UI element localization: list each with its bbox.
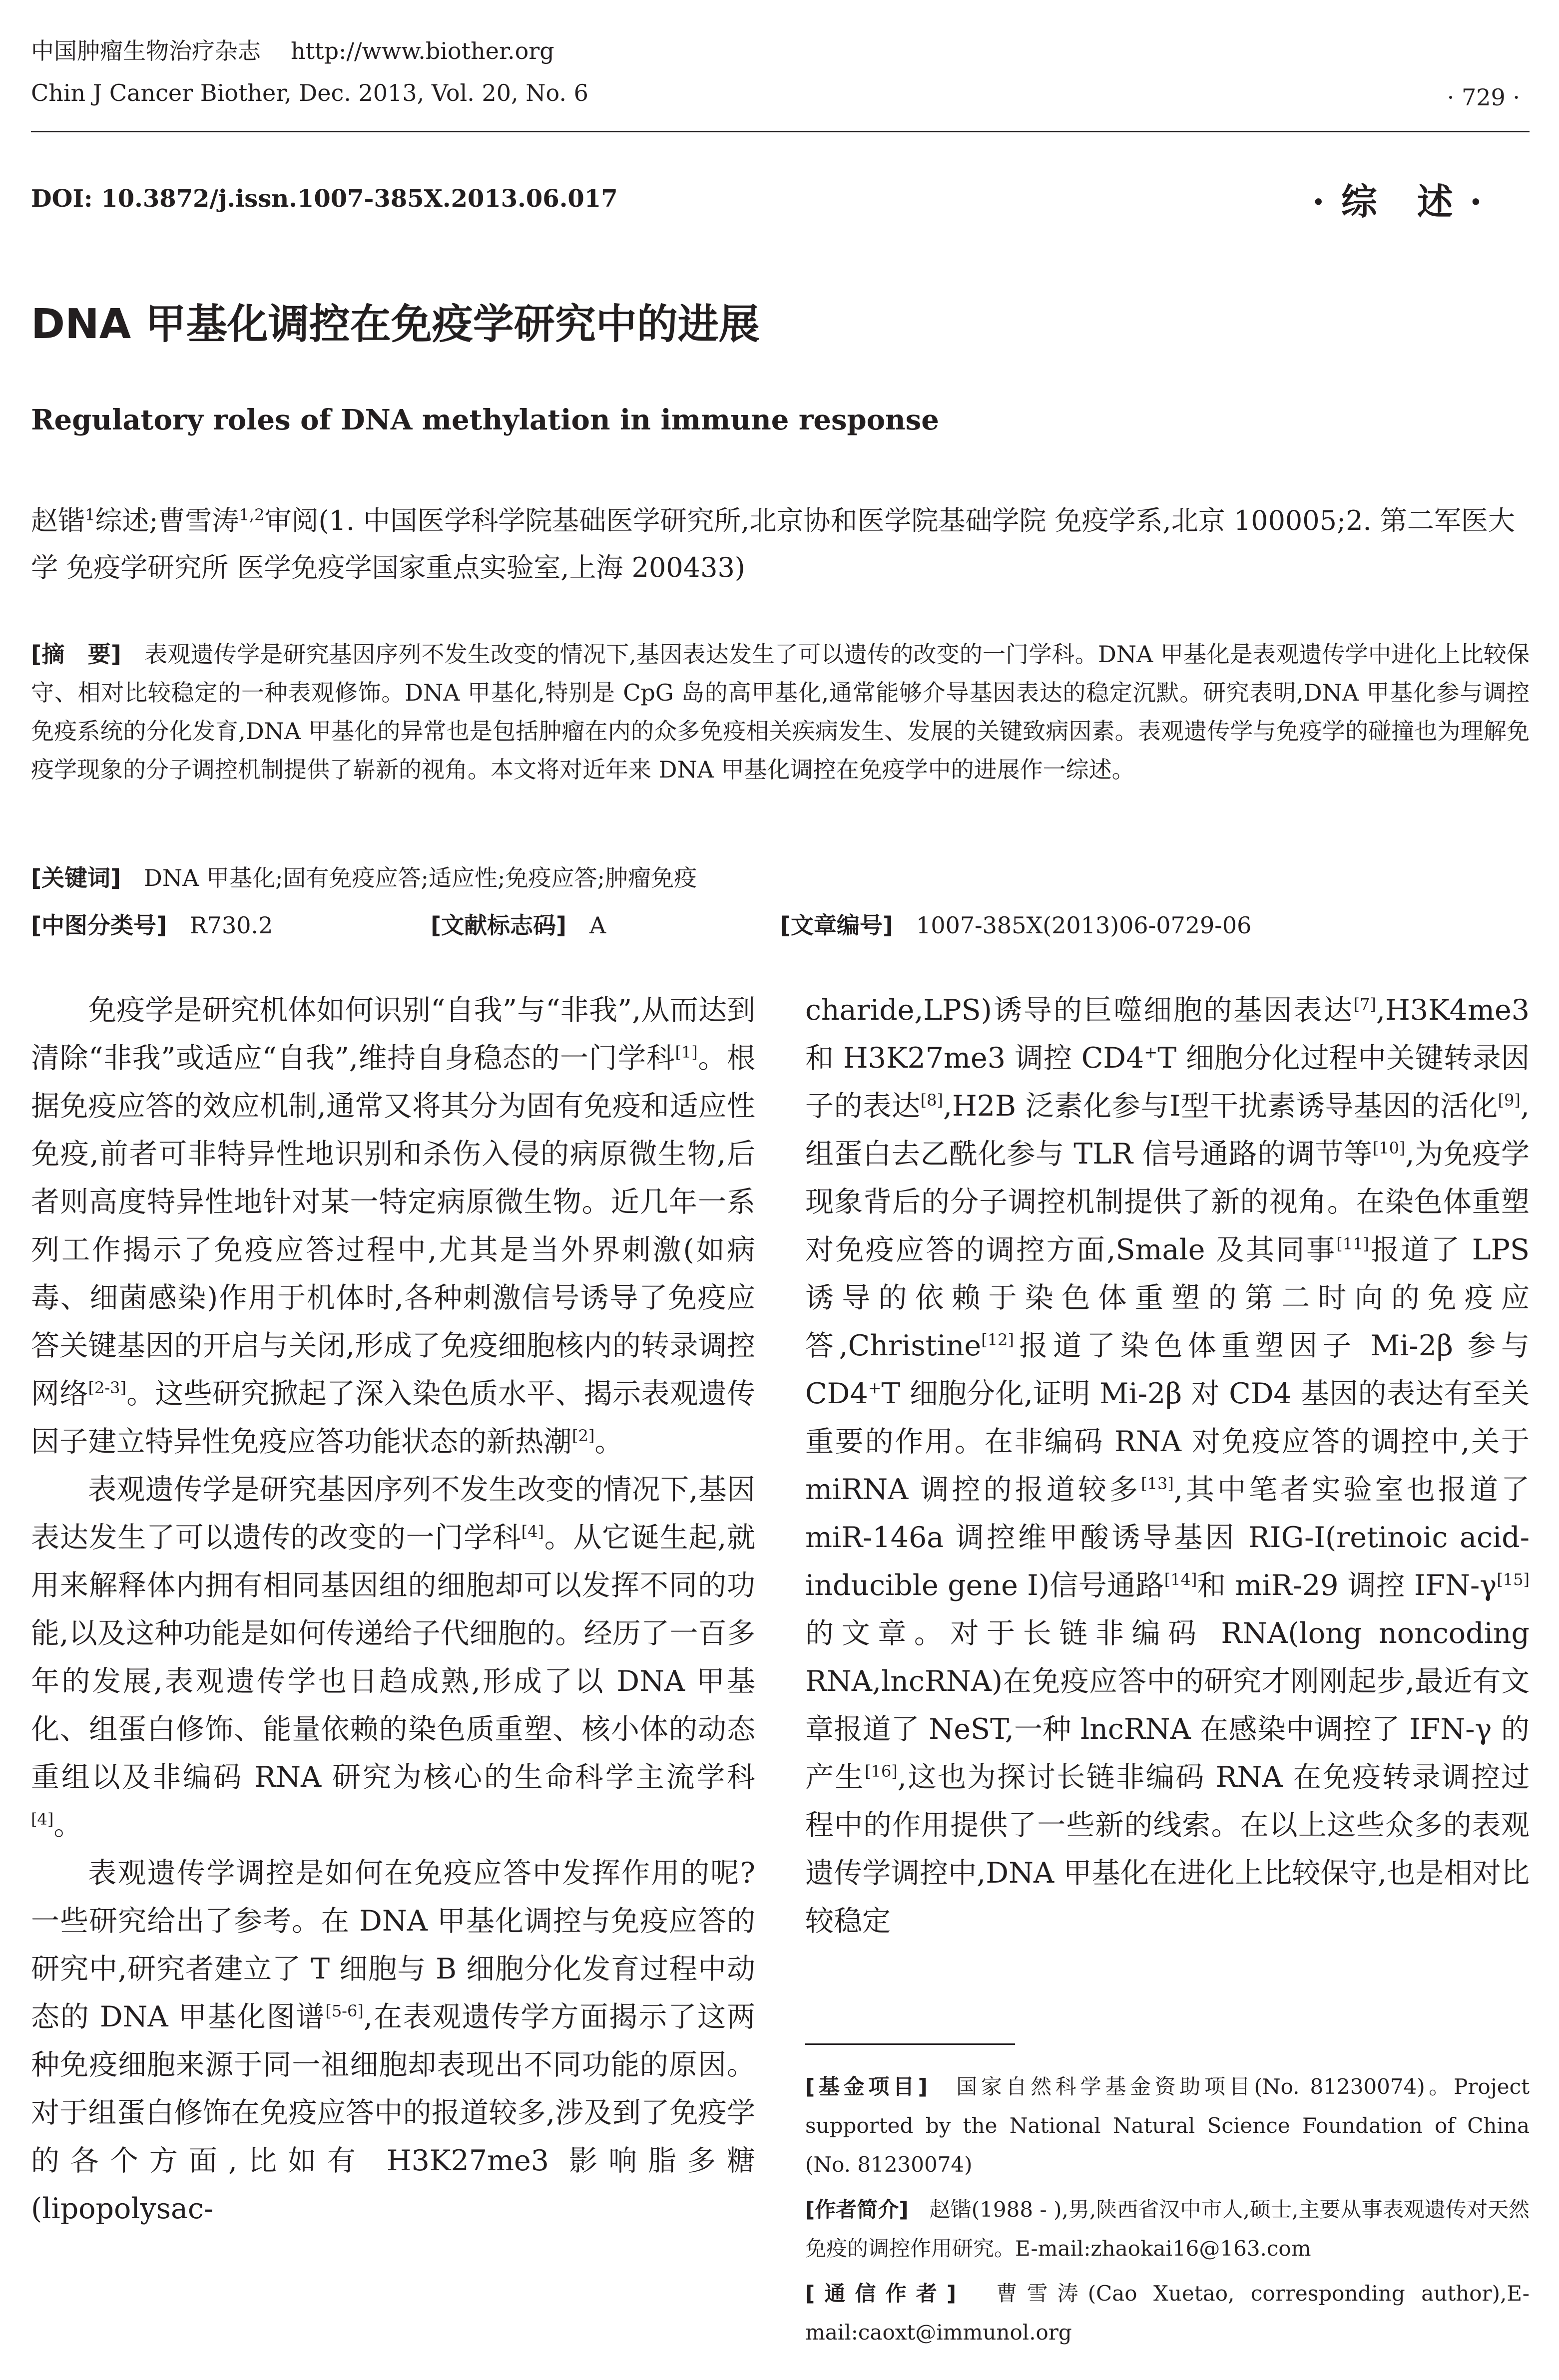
author-role: 审阅 xyxy=(264,505,319,536)
body-text: 。 xyxy=(594,1425,623,1458)
body-text: T 细胞分化过程中关键转录因子的表达 xyxy=(805,1042,1530,1123)
body-paragraph xyxy=(31,1466,755,1849)
body-paragraph xyxy=(31,986,755,1466)
citation[interactable]: [11] xyxy=(1336,1234,1369,1253)
keywords-text: DNA 甲基化;固有免疫应答;适应性;免疫应答;肿瘤免疫 xyxy=(144,864,697,891)
journal-url[interactable]: http://www.biother.org xyxy=(291,37,554,64)
document-code-value: A xyxy=(589,912,606,939)
column-label: · 综 述 · xyxy=(1312,180,1484,223)
footnote-author-bio xyxy=(805,2190,1530,2268)
keywords-label: [关键词] xyxy=(31,864,121,891)
body-column-right xyxy=(805,986,1530,1945)
footnotes xyxy=(805,2067,1530,2358)
keywords xyxy=(31,859,1530,897)
body-text: 。根据免疫应答的效应机制,通常又将其分为固有免疫和适应性免疫,前者可非特异性地识别和杀伤入侵的病原微生物,后者则高度特异性地针对某一特定病原微生物。近几年一系列工作揭示了免疫应答过程中,尤其是当外界刺激(如病毒、细菌感染)作用于机体时,各种刺激信号诱导了免疫应答关键基因的开启与关闭,形成了免疫细胞核内的转录调控网络 xyxy=(31,1042,755,1410)
citation[interactable]: [4] xyxy=(31,1810,54,1829)
body-text: 。 xyxy=(53,1809,82,1842)
body-text: ,其中笔者实验室也报道了 miR-146a 调控维甲酸诱导基因 RIG-I(retinoic acid-inducible gene I)信号通路 xyxy=(805,1473,1530,1602)
superscript-plus: + xyxy=(1144,1043,1158,1062)
corresponding-author-label: [通信作者] xyxy=(805,2281,957,2306)
body-text: 和 miR-29 调控 IFN-γ xyxy=(1197,1569,1497,1602)
funding-label: [基金项目] xyxy=(805,2074,928,2099)
funding-text: 国家自然科学基金资助项目(No. 81230074)。Project supported by the National Natural Science Foundation of China (No. 81230074) xyxy=(805,2074,1530,2177)
journal-line-en: Chin J Cancer Biother, Dec. 2013, Vol. 20, No. 6 xyxy=(31,79,588,106)
running-header xyxy=(31,30,1530,114)
body-text: 表观遗传学调控是如何在免疫应答中发挥作用的呢?一些研究给出了参考。在 DNA 甲基化调控与免疫应答的研究中,研究者建立了 T 细胞与 B 细胞分化发育过程中动态的 DNA 甲基化图谱 xyxy=(31,1857,755,2033)
doi: DOI: 10.3872/j.issn.1007-385X.2013.06.017 xyxy=(31,185,618,213)
citation[interactable]: [4] xyxy=(521,1522,544,1541)
author-bio-text: 赵锴(1988 - ),男,陕西省汉中市人,硕士,主要从事表观遗传对天然免疫的调控作用研究。E-mail:zhaokai16@163.com xyxy=(805,2197,1530,2261)
author-role: 综述; xyxy=(95,505,158,536)
citation[interactable]: [7] xyxy=(1353,995,1376,1014)
citation[interactable]: [12] xyxy=(981,1330,1014,1349)
citation[interactable]: [5-6] xyxy=(325,2001,364,2020)
article-title-cn: DNA 甲基化调控在免疫学研究中的进展 xyxy=(31,301,760,348)
body-column-left xyxy=(31,986,755,2233)
footnote-divider xyxy=(805,2043,1015,2045)
article-title-en: Regulatory roles of DNA methylation in immune response xyxy=(31,403,939,436)
body-paragraph xyxy=(31,1849,755,2233)
superscript-plus: + xyxy=(868,1378,882,1397)
clc-label: [中图分类号] xyxy=(31,912,167,939)
document-code-label: [文献标志码] xyxy=(431,912,567,939)
citation[interactable]: [14] xyxy=(1164,1570,1197,1589)
body-text: 免疫学是研究机体如何识别“自我”与“非我”,从而达到清除“非我”或适应“自我”,维持自身稳态的一门学科 xyxy=(31,994,755,1075)
header-divider xyxy=(31,131,1530,132)
footnote-corresponding-author xyxy=(805,2274,1530,2352)
citation[interactable]: [9] xyxy=(1498,1091,1521,1110)
abstract-text: 表观遗传学是研究基因序列不发生改变的情况下,基因表达发生了可以遗传的改变的一门学科。DNA 甲基化是表观遗传学中进化上比较保守、相对比较稳定的一种表观修饰。DNA 甲基化,特别是 CpG 岛的高甲基化,通常能够介导基因表达的稳定沉默。研究表明,DNA 甲基化参与调控免疫系统的分化发育,DNA 甲基化的异常也是包括肿瘤在内的众多免疫相关疾病发生、发展的关键致病因素。表观遗传学与免疫学的碰撞也为理解免疫学现象的分子调控机制提供了崭新的视角。本文将对近年来 DNA 甲基化调控在免疫学中的进展作一综述。 xyxy=(31,641,1530,783)
body-paragraph xyxy=(805,986,1530,1945)
citation[interactable]: [13] xyxy=(1141,1474,1174,1493)
body-text: ,这也为探讨长链非编码 RNA 在免疫转录调控过程中的作用提供了一些新的线索。在以上这些众多的表观遗传学调控中,DNA 甲基化在进化上比较保守,也是相对比较稳定 xyxy=(805,1761,1530,1938)
citation[interactable]: [1] xyxy=(675,1043,698,1062)
document-code xyxy=(431,906,606,945)
abstract xyxy=(31,635,1530,789)
citation[interactable]: [16] xyxy=(865,1762,898,1781)
affiliations: (1. 中国医学科学院基础医学研究所,北京协和医学院基础学院 免疫学系,北京 100005;2. 第二军医大学 免疫学研究所 医学免疫学国家重点实验室,上海 200433) xyxy=(31,505,1515,583)
corresponding-author-text: 曹雪涛(Cao Xuetao, corresponding author),E-mail:caoxt@immunol.org xyxy=(805,2281,1530,2345)
body-text: 。从它诞生起,就用来解释体内拥有相同基因组的细胞却可以发挥不同的功能,以及这种功能是如何传递给子代细胞的。经历了一百多年的发展,表观遗传学也日趋成熟,形成了以 DNA 甲基化、组蛋白修饰、能量依赖的染色质重塑、核小体的动态重组以及非编码 RNA 研究为核心的生命科学主流学科 xyxy=(31,1521,756,1794)
abstract-label: [摘 要] xyxy=(31,641,121,668)
author-name: 赵锴 xyxy=(31,505,85,536)
body-text: ,组蛋白去乙酰化参与 TLR 信号通路的调节等 xyxy=(805,1090,1530,1171)
body-text: ,为免疫学现象背后的分子调控机制提供了新的视角。在染色体重塑对免疫应答的调控方面,Smale 及其同事 xyxy=(805,1138,1530,1266)
body-text: ,H2B 泛素化参与I型干扰素诱导基因的活化 xyxy=(943,1090,1498,1123)
body-text: 。这些研究掀起了深入染色质水平、揭示表观遗传因子建立特异性免疫应答功能状态的新热潮 xyxy=(31,1377,756,1458)
body-text: T 细胞分化,证明 Mi-2β 对 CD4 基因的表达有至关重要的作用。在非编码 RNA 对免疫应答的调控中,关于 miRNA 调控的报道较多 xyxy=(805,1377,1530,1506)
citation[interactable]: [2] xyxy=(572,1426,595,1445)
body-text: 报道了染色体重塑因子 Mi-2β 参与 CD4 xyxy=(805,1329,1530,1410)
page-number: · 729 · xyxy=(1447,84,1520,111)
article-number-label: [文章编号] xyxy=(780,912,894,939)
author-affiliation-mark: 1 xyxy=(85,505,95,524)
citation[interactable]: [15] xyxy=(1497,1570,1530,1589)
article-number-value: 1007-385X(2013)06-0729-06 xyxy=(916,912,1252,939)
journal-line-cn xyxy=(31,30,1530,72)
body-text: charide,LPS)诱导的巨噬细胞的基因表达 xyxy=(805,994,1354,1027)
journal-name-cn: 中国肿瘤生物治疗杂志 xyxy=(31,37,261,64)
body-text: ,H3K4me3 和 H3K27me3 调控 CD4 xyxy=(805,994,1530,1075)
body-text: 的文章。对于长链非编码 RNA(long noncoding RNA,lncRNA)在免疫应答中的研究才刚刚起步,最近有文章报道了 NeST,一种 lncRNA 在感染中调控了 IFN-γ 的产生 xyxy=(805,1617,1530,1794)
citation[interactable]: [2-3] xyxy=(88,1378,126,1397)
author-block xyxy=(31,497,1530,591)
citation[interactable]: [8] xyxy=(920,1091,943,1110)
article-number xyxy=(780,906,1251,945)
author-name: 曹雪涛 xyxy=(158,505,239,536)
author-bio-label: [作者简介] xyxy=(805,2197,909,2222)
footnote-funding xyxy=(805,2067,1530,2184)
clc-code xyxy=(31,906,273,945)
citation[interactable]: [10] xyxy=(1372,1139,1406,1158)
body-text: 报道了 LPS 诱导的依赖于染色体重塑的第二时向的免疫应答,Christine xyxy=(805,1233,1530,1362)
author-affiliation-mark: 1,2 xyxy=(239,505,265,524)
body-text: 表观遗传学是研究基因序列不发生改变的情况下,基因表达发生了可以遗传的改变的一门学科 xyxy=(31,1473,755,1554)
body-text: ,在表观遗传学方面揭示了这两种免疫细胞来源于同一祖细胞却表现出不同功能的原因。对于组蛋白修饰在免疫应答中的报道较多,涉及到了免疫学的各个方面,比如有 H3K27me3 影响脂多糖(lipopolysac- xyxy=(31,2000,755,2225)
clc-value: R730.2 xyxy=(190,912,273,939)
